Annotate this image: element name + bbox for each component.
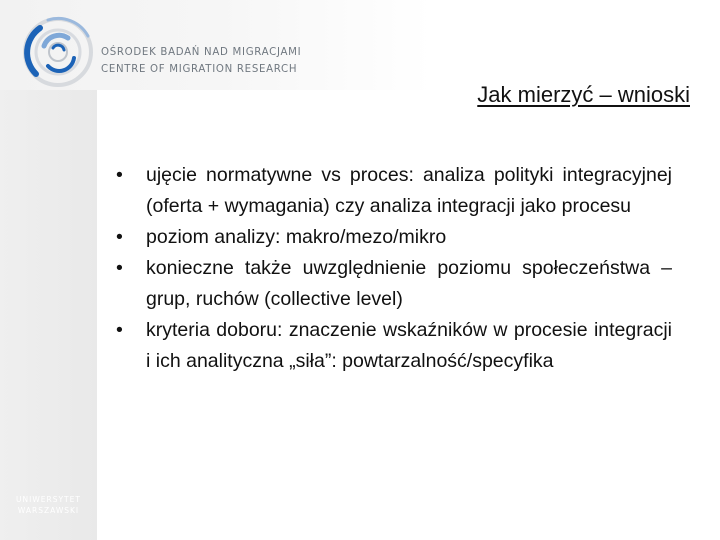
university-logo	[0, 494, 97, 516]
migration-research-logo-icon	[18, 10, 96, 92]
university-name-line1: UNIWERSYTET	[16, 495, 81, 504]
bullet-item: • kryteria doboru: znaczenie wskaźników w procesie integracji i ich analityczna „siła”: powtarzalność/specyfika	[116, 315, 672, 377]
bullet-item: • ujęcie normatywne vs proces: analiza polityki integracyjnej (oferta + wymagania) czy analiza integracji jako procesu	[116, 160, 672, 222]
slide-title: Jak mierzyć – wnioski	[477, 82, 690, 107]
organization-name-en: CENTRE OF MIGRATION RESEARCH	[101, 64, 298, 75]
bullet-item: • konieczne także uwzględnienie poziomu społeczeństwa – grup, ruchów (collective level)	[116, 253, 672, 315]
bullet-list	[116, 160, 672, 377]
organization-name-pl: OŚRODEK BADAŃ NAD MIGRACJAMI	[101, 47, 302, 58]
university-name-line2: WARSZAWSKI	[17, 506, 80, 515]
organization-name	[101, 44, 301, 78]
bullet-item: • poziom analizy: makro/mezo/mikro	[116, 222, 672, 253]
